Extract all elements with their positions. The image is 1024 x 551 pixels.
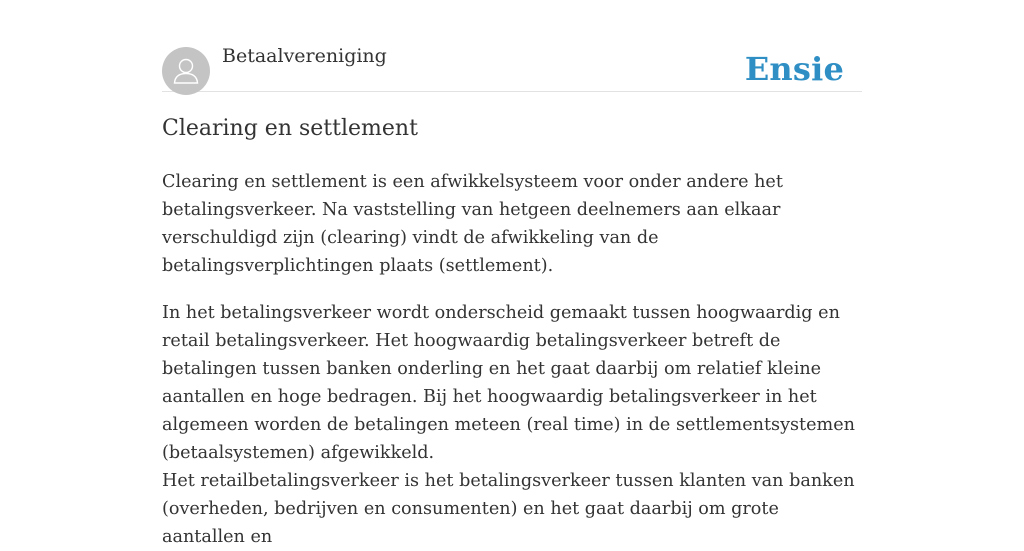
- article-paragraph: In het betalingsverkeer wordt onderscheid gemaakt tussen hoogwaardig en retail betalingsverkeer. Het hoogwaardig betalingsverkeer betreft de betalingen tussen banken onderling en het gaat daarbij om relatief kleine aantallen en hoge bedragen. Bij het hoogwaardig betalingsverkeer in het algemeen worden de betalingen meteen (real time) in de settlementsystemen (betaalsystemen) afgewikkeld.: [162, 303, 855, 463]
- page: [162, 0, 862, 547]
- page-title: Clearing en settlement: [162, 116, 418, 141]
- user-icon: [162, 47, 210, 95]
- page-header: [162, 0, 862, 92]
- article-body: [162, 168, 862, 551]
- brand-logo[interactable]: Ensie: [744, 50, 844, 88]
- author-name[interactable]: Betaalvereniging: [222, 45, 387, 67]
- avatar[interactable]: [162, 47, 210, 95]
- article-paragraph: Clearing en settlement is een afwikkelsysteem voor onder andere het betalingsverkeer. Na vaststelling van hetgeen deelnemers aan elkaar verschuldigd zijn (clearing) vindt de afwikkeling van de betalingsverplichtingen plaats (settlement).: [162, 172, 783, 276]
- article-paragraph: Het retailbetalingsverkeer is het betalingsverkeer tussen klanten van banken (overheden, bedrijven en consumenten) en het gaat daarbij om grote aantallen en: [162, 471, 855, 547]
